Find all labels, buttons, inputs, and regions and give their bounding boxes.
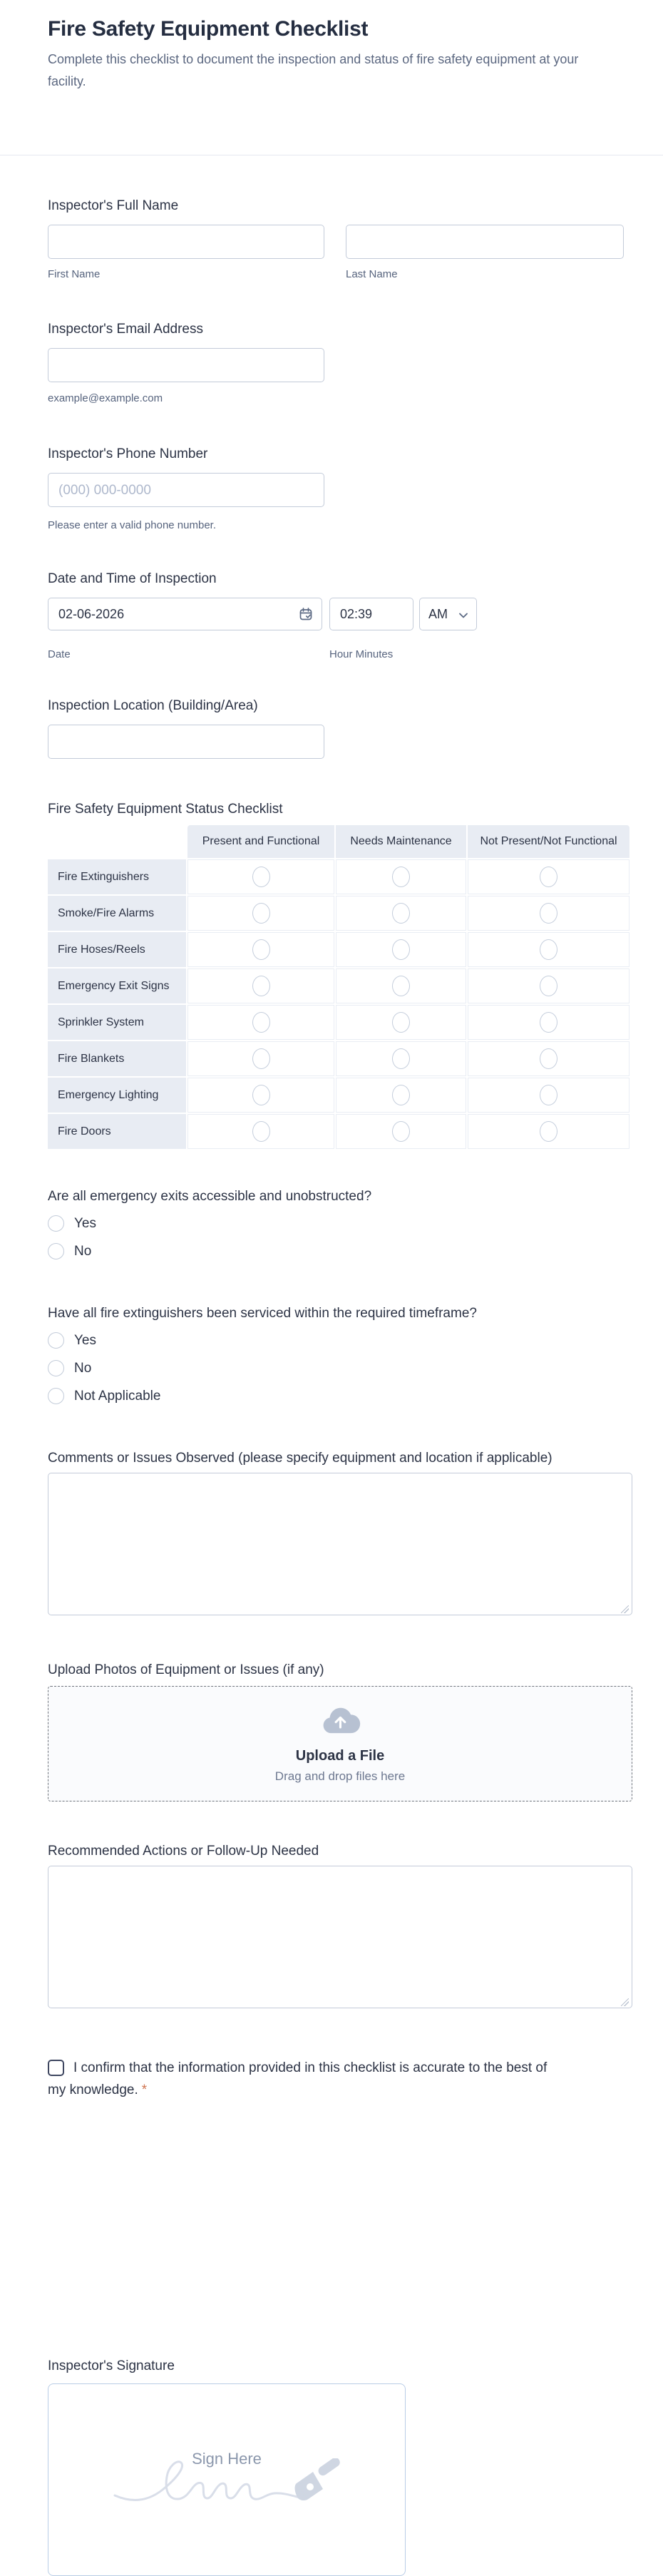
matrix-radio[interactable] <box>392 903 410 924</box>
matrix-radio[interactable] <box>540 1121 557 1142</box>
matrix-cell <box>468 1114 629 1149</box>
field-phone <box>48 446 663 531</box>
matrix-cell <box>187 1114 334 1149</box>
datetime-label: Date and Time of Inspection <box>48 571 217 586</box>
exits-question-label: Are all emergency exits accessible and unobstructed? <box>48 1189 372 1204</box>
ampm-select[interactable] <box>419 598 477 630</box>
matrix-cell <box>187 932 334 967</box>
pen-nib-icon <box>111 2458 346 2512</box>
matrix-row-label: Fire Doors <box>48 1114 186 1149</box>
matrix-radio[interactable] <box>252 1085 270 1105</box>
upload-hint: Drag and drop files here <box>274 1769 406 1783</box>
option-label: Yes <box>74 1332 96 1348</box>
matrix-cell <box>336 1078 466 1113</box>
matrix-row-label: Fire Hoses/Reels <box>48 932 186 967</box>
matrix-cell <box>336 1041 466 1076</box>
matrix-cell <box>187 968 334 1003</box>
matrix-cell <box>336 859 466 894</box>
first-name-input[interactable] <box>48 225 324 259</box>
matrix-row-label: Smoke/Fire Alarms <box>48 896 186 931</box>
radio-icon[interactable] <box>48 1332 64 1349</box>
location-input[interactable] <box>48 725 324 759</box>
matrix-cell <box>468 932 629 967</box>
matrix-row-label: Emergency Lighting <box>48 1078 186 1113</box>
field-signature <box>48 2358 663 2576</box>
phone-input[interactable] <box>48 473 324 507</box>
last-name-input[interactable] <box>346 225 624 259</box>
field-full-name <box>48 198 663 280</box>
phone-sublabel: Please enter a valid phone number. <box>48 519 216 531</box>
matrix-cell <box>336 896 466 931</box>
form-header <box>0 0 663 155</box>
serviced-question-label: Have all fire extinguishers been serviced within the required timeframe? <box>48 1306 477 1321</box>
matrix-cell <box>336 932 466 967</box>
radio-option-yes[interactable] <box>48 1332 663 1349</box>
option-label: Yes <box>74 1215 96 1231</box>
matrix-radio[interactable] <box>392 939 410 960</box>
sign-here-placeholder: Sign Here <box>192 2450 262 2468</box>
date-sublabel: Date <box>48 648 71 660</box>
option-label: No <box>74 1360 92 1376</box>
first-name-sublabel: First Name <box>48 268 101 280</box>
matrix-col-header: Not Present/Not Functional <box>468 825 629 858</box>
matrix-radio[interactable] <box>252 1121 270 1142</box>
field-comments <box>48 1450 663 1619</box>
full-name-label: Inspector's Full Name <box>48 198 179 213</box>
matrix-cell <box>336 1114 466 1149</box>
confirm-label: I confirm that the information provided in this checklist is accurate to the best of my knowledge. <box>48 2060 548 2097</box>
matrix-row-label: Sprinkler System <box>48 1005 186 1040</box>
matrix-cell <box>468 896 629 931</box>
matrix-radio[interactable] <box>392 976 410 996</box>
radio-option-no[interactable] <box>48 1243 663 1259</box>
matrix-cell <box>468 1078 629 1113</box>
upload-cloud-icon <box>319 1704 361 1739</box>
matrix-radio[interactable] <box>540 867 557 887</box>
resize-handle[interactable] <box>621 1605 629 1613</box>
matrix-radio[interactable] <box>540 903 557 924</box>
phone-label: Inspector's Phone Number <box>48 446 208 461</box>
matrix-cell <box>187 1078 334 1113</box>
email-input[interactable] <box>48 348 324 382</box>
matrix-cell <box>187 1005 334 1040</box>
field-actions <box>48 1843 663 2012</box>
page-title: Fire Safety Equipment Checklist <box>48 17 369 41</box>
option-label: No <box>74 1243 92 1259</box>
matrix-corner-cell <box>48 825 186 858</box>
matrix-radio[interactable] <box>392 1121 410 1142</box>
upload-dropzone[interactable] <box>48 1686 632 1801</box>
matrix-radio[interactable] <box>252 1048 270 1069</box>
matrix-radio[interactable] <box>540 976 557 996</box>
location-label: Inspection Location (Building/Area) <box>48 698 258 713</box>
matrix-cell <box>336 968 466 1003</box>
field-upload <box>48 1662 663 1801</box>
matrix-row-label: Emergency Exit Signs <box>48 968 186 1003</box>
field-status-matrix <box>48 801 663 1149</box>
comments-label: Comments or Issues Observed (please specify equipment and location if applicable) <box>48 1451 552 1466</box>
time-input[interactable] <box>329 598 413 630</box>
matrix-row-label: Fire Blankets <box>48 1041 186 1076</box>
field-email <box>48 321 663 404</box>
matrix-radio[interactable] <box>252 1012 270 1033</box>
matrix-radio[interactable] <box>392 1085 410 1105</box>
matrix-cell <box>468 1041 629 1076</box>
field-datetime <box>48 571 663 661</box>
comments-textarea[interactable] <box>48 1473 632 1615</box>
matrix-radio[interactable] <box>392 1048 410 1069</box>
matrix-radio[interactable] <box>252 976 270 996</box>
chevron-down-icon <box>459 607 468 622</box>
matrix-row-label: Fire Extinguishers <box>48 859 186 894</box>
matrix-cell <box>336 1005 466 1040</box>
matrix-col-header: Needs Maintenance <box>336 825 466 858</box>
matrix-radio[interactable] <box>540 1085 557 1105</box>
email-label: Inspector's Email Address <box>48 322 203 337</box>
radio-icon[interactable] <box>48 1360 64 1376</box>
radio-option-not-applicable[interactable] <box>48 1388 663 1404</box>
matrix-radio[interactable] <box>540 1048 557 1069</box>
matrix-radio[interactable] <box>252 903 270 924</box>
email-sublabel: example@example.com <box>48 392 163 404</box>
last-name-sublabel: Last Name <box>346 268 398 280</box>
date-input[interactable] <box>48 598 322 630</box>
radio-option-yes[interactable] <box>48 1215 663 1232</box>
field-exits-question <box>48 1188 663 1259</box>
actions-label: Recommended Actions or Follow-Up Needed <box>48 1844 319 1859</box>
status-matrix-table <box>48 825 628 1149</box>
radio-icon[interactable] <box>48 1388 64 1404</box>
resize-handle[interactable] <box>621 1998 629 2006</box>
time-sublabel: Hour Minutes <box>329 648 394 660</box>
matrix-radio[interactable] <box>392 867 410 887</box>
matrix-radio[interactable] <box>540 1012 557 1033</box>
upload-button-text[interactable]: Upload a File <box>295 1747 385 1764</box>
calendar-icon[interactable] <box>299 607 313 625</box>
matrix-radio[interactable] <box>252 939 270 960</box>
matrix-cell <box>187 859 334 894</box>
required-asterisk: * <box>141 2082 148 2097</box>
actions-textarea[interactable] <box>48 1866 632 2008</box>
matrix-label: Fire Safety Equipment Status Checklist <box>48 802 283 817</box>
signature-pad[interactable] <box>48 2383 406 2576</box>
form-description: Complete this checklist to document the inspection and status of fire safety equipment at your facility. <box>48 52 579 88</box>
radio-icon[interactable] <box>48 1243 64 1259</box>
radio-icon[interactable] <box>48 1215 64 1232</box>
form-body <box>0 198 663 2576</box>
upload-label: Upload Photos of Equipment or Issues (if any) <box>48 1662 324 1677</box>
matrix-cell <box>187 1041 334 1076</box>
field-confirmation <box>48 2057 554 2101</box>
ampm-value: AM <box>428 606 448 621</box>
radio-option-no[interactable] <box>48 1360 663 1376</box>
field-location <box>48 697 663 759</box>
matrix-radio[interactable] <box>252 867 270 887</box>
confirm-checkbox[interactable] <box>48 2060 64 2076</box>
matrix-cell <box>187 896 334 931</box>
matrix-radio[interactable] <box>540 939 557 960</box>
matrix-radio[interactable] <box>392 1012 410 1033</box>
matrix-cell <box>468 1005 629 1040</box>
matrix-cell <box>468 859 629 894</box>
option-label: Not Applicable <box>74 1388 161 1404</box>
matrix-cell <box>468 968 629 1003</box>
signature-label: Inspector's Signature <box>48 2358 175 2373</box>
matrix-col-header: Present and Functional <box>187 825 334 858</box>
field-serviced-question <box>48 1305 663 1404</box>
